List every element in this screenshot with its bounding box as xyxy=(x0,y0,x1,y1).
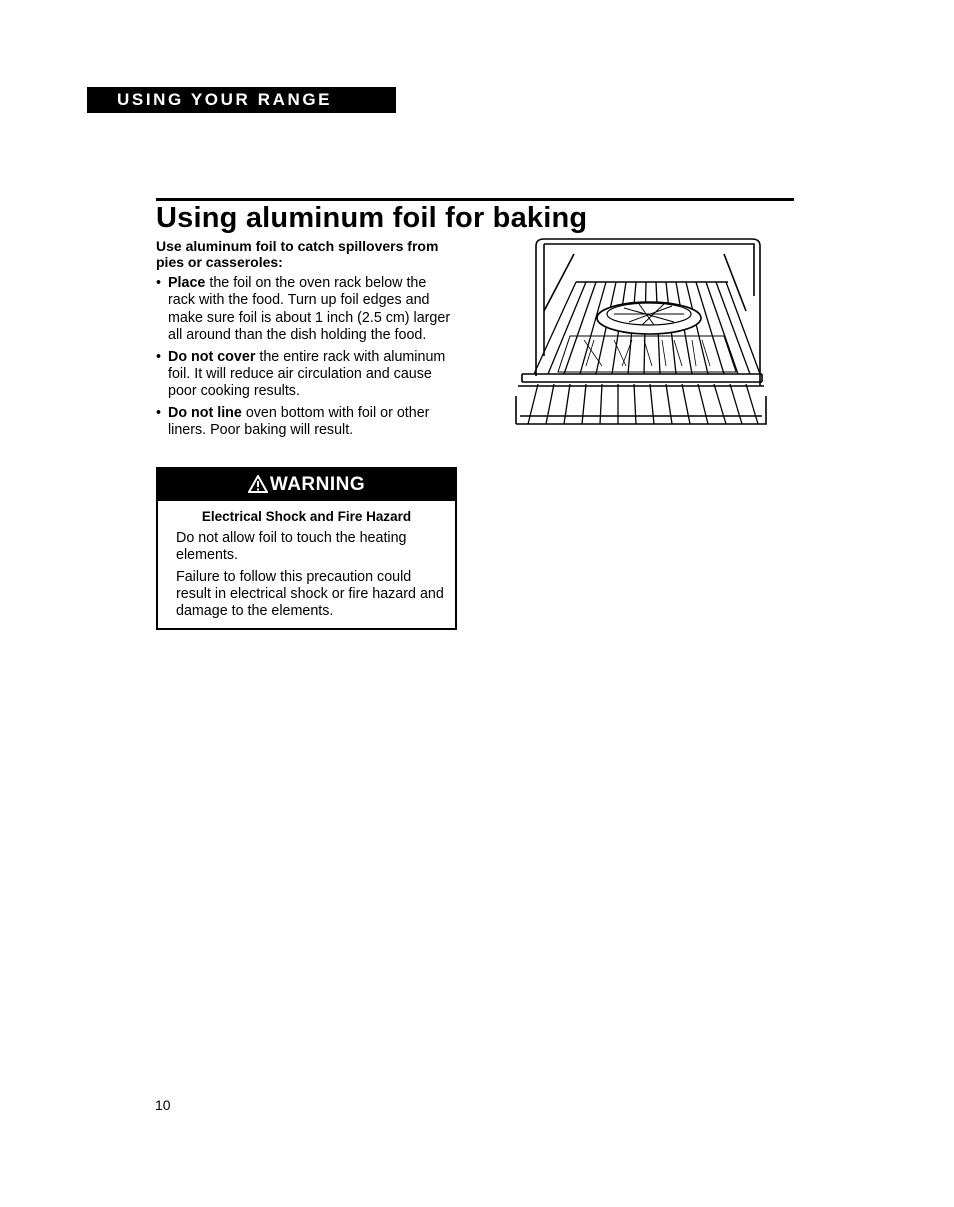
list-item-lead: Do not cover xyxy=(168,348,256,365)
list-item xyxy=(156,405,456,440)
warning-label: WARNING xyxy=(269,474,366,495)
page-number: 10 xyxy=(155,1097,171,1113)
warning-box xyxy=(156,467,457,630)
oven-rack-foil-illustration xyxy=(514,236,768,432)
warning-hazard: Electrical Shock and Fire Hazard xyxy=(201,509,412,524)
list-item-text: the entire rack with aluminum foil. It will reduce air circulation and cause poor cooking results. xyxy=(168,348,446,400)
page-title: Using aluminum foil for baking xyxy=(156,202,588,234)
list-item-lead: Place xyxy=(168,275,206,291)
list-item-text: oven bottom with foil or other liners. Poor baking will result. xyxy=(168,404,430,439)
warning-line-2: Failure to follow this precaution could result in electrical shock or fire hazard and damage to the elements. xyxy=(176,569,444,619)
list-item-lead: Do not line xyxy=(168,404,242,421)
section-header-label: USING YOUR RANGE xyxy=(117,90,333,109)
warning-header xyxy=(158,469,455,501)
list-item xyxy=(156,275,456,345)
instruction-list xyxy=(156,275,456,444)
warning-triangle-icon xyxy=(248,475,268,493)
section-header xyxy=(87,87,396,113)
list-item xyxy=(156,349,456,401)
intro-text: Use aluminum foil to catch spillovers from pies or casseroles: xyxy=(156,238,439,270)
title-rule xyxy=(156,198,794,201)
warning-line-1: Do not allow foil to touch the heating elements. xyxy=(176,530,407,563)
list-item-text: the foil on the oven rack below the rack with the food. Turn up foil edges and make sure foil is about 1 inch (2.5 cm) larger all around than the dish holding the food. xyxy=(168,275,451,344)
